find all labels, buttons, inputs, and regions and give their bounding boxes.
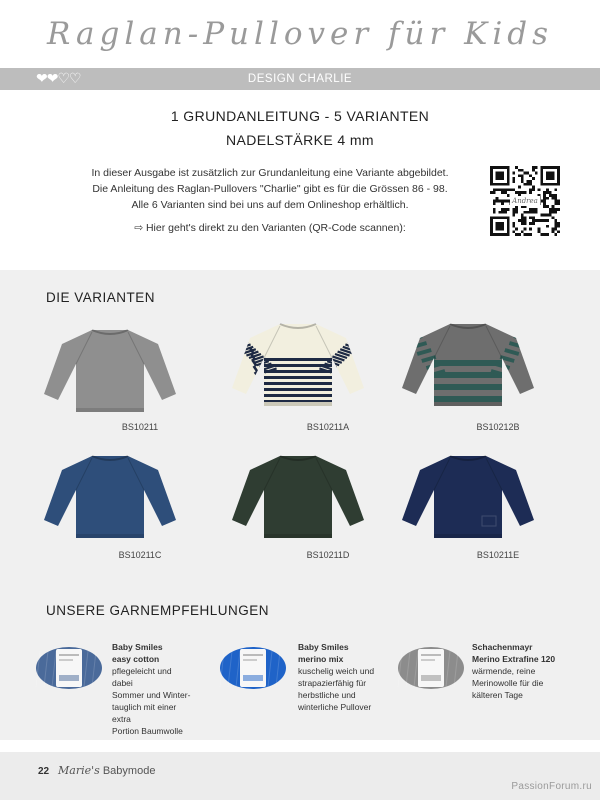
sweater-image[interactable] <box>398 450 538 542</box>
sweater-image[interactable] <box>228 450 368 542</box>
sweater-stripe <box>264 370 332 373</box>
intro-text <box>60 165 480 213</box>
sweater-stripe <box>264 388 332 391</box>
intro-line-3: Alle 6 Varianten sind bei uns auf dem Onlineshop erhältlich. <box>131 199 409 211</box>
page-footer <box>0 752 600 800</box>
yarn-info <box>112 641 192 737</box>
intro-line-2: Die Anleitung des Raglan-Pullovers "Charlie" gibt es für die Grössen 86 - 98. <box>92 183 448 195</box>
yarn-desc-line: strapazierfähig für <box>298 678 367 688</box>
sweater-image[interactable] <box>228 318 368 410</box>
sweater-body <box>40 324 180 416</box>
yarn-name: merino mix <box>298 654 344 664</box>
yarn-name: easy cotton <box>112 654 160 664</box>
design-bar <box>0 68 600 90</box>
yarn-desc-line: kälteren Tage <box>472 690 523 700</box>
yarn-name: Merino Extrafine 120 <box>472 654 556 664</box>
sweater-stripe <box>434 396 502 402</box>
yarn-desc-line: Portion Baumwolle <box>112 726 183 736</box>
design-label: DESIGN CHARLIE <box>247 73 353 85</box>
heading-variants-count: 1 GRUNDANLEITUNG - 5 VARIANTEN <box>170 108 430 124</box>
yarn-desc-line: tauglich mit einer extra <box>112 702 177 724</box>
heading-needle-size: NADELSTÄRKE 4 mm <box>226 132 374 148</box>
variant-code: BS10211E <box>476 550 520 560</box>
magazine-brand <box>58 764 155 777</box>
yarn-desc-line: winterliche Pullover <box>298 702 372 712</box>
watermark: PassionForum.ru <box>511 781 592 792</box>
intro-line-1: In dieser Ausgabe ist zusätzlich zur Grundanleitung eine Variante abgebildet. <box>91 167 449 179</box>
sweater-body <box>398 450 538 542</box>
brand-part-1: Marie's <box>58 764 100 777</box>
yarn-desc-line: pflegeleicht und dabei <box>112 666 172 688</box>
sweater-stripe <box>264 364 332 367</box>
yarn-brand: Schachenmayr <box>472 642 533 652</box>
yarns-title: UNSERE GARNEMPFEHLUNGEN <box>46 603 270 618</box>
sweater-image[interactable] <box>40 450 180 542</box>
yarn-info <box>298 641 378 713</box>
qr-hint: ⇨ Hier geht's direkt zu den Varianten (QR-Code scannen): <box>134 222 406 234</box>
hearts-icon: ❤❤♡♡ <box>36 70 81 86</box>
yarn-image[interactable] <box>218 645 288 691</box>
sleeve-stripe <box>256 378 260 384</box>
variants-title: DIE VARIANTEN <box>46 290 156 305</box>
yarn-desc-line: Merinowolle für die <box>472 678 544 688</box>
yarn-brand: Baby Smiles <box>112 642 163 652</box>
page-number: 22 <box>38 766 50 777</box>
yarn-brand: Baby Smiles <box>298 642 349 652</box>
sleeve-stripe <box>258 390 262 396</box>
yarn-info <box>472 641 572 701</box>
variant-code: BS10211C <box>118 550 162 560</box>
sleeve-stripe <box>257 384 261 390</box>
yarn-image[interactable] <box>34 645 104 691</box>
sleeve-stripe <box>255 372 259 378</box>
sweater-image[interactable] <box>398 318 538 410</box>
sweater-stripe <box>264 382 332 385</box>
sweater-stripe <box>264 358 332 361</box>
sweater-stripe <box>264 394 332 397</box>
sweater-stripe <box>264 376 332 379</box>
variant-code: BS10211A <box>306 422 350 432</box>
variant-code: BS10211D <box>306 550 350 560</box>
sweater-stripe <box>434 384 502 390</box>
sweater-body <box>40 450 180 542</box>
yarn-desc-line: wärmende, reine <box>472 666 536 676</box>
sweater-body <box>228 450 368 542</box>
variant-code: BS10212B <box>476 422 520 432</box>
sweater-image[interactable] <box>40 324 180 416</box>
qr-code[interactable] <box>490 166 560 236</box>
page-title: Raglan-Pullover für Kids <box>46 16 553 52</box>
variant-code: BS10211 <box>121 422 159 432</box>
yarn-image[interactable] <box>396 645 466 691</box>
yarn-desc-line: kuschelig weich und <box>298 666 375 676</box>
yarn-desc-line: Sommer und Winter- <box>112 690 191 700</box>
yarn-desc-line: herbstliche und <box>298 690 356 700</box>
qr-logo: Andrea <box>510 196 540 206</box>
sweater-stripe <box>434 360 502 366</box>
brand-part-2: Babymode <box>102 765 156 777</box>
